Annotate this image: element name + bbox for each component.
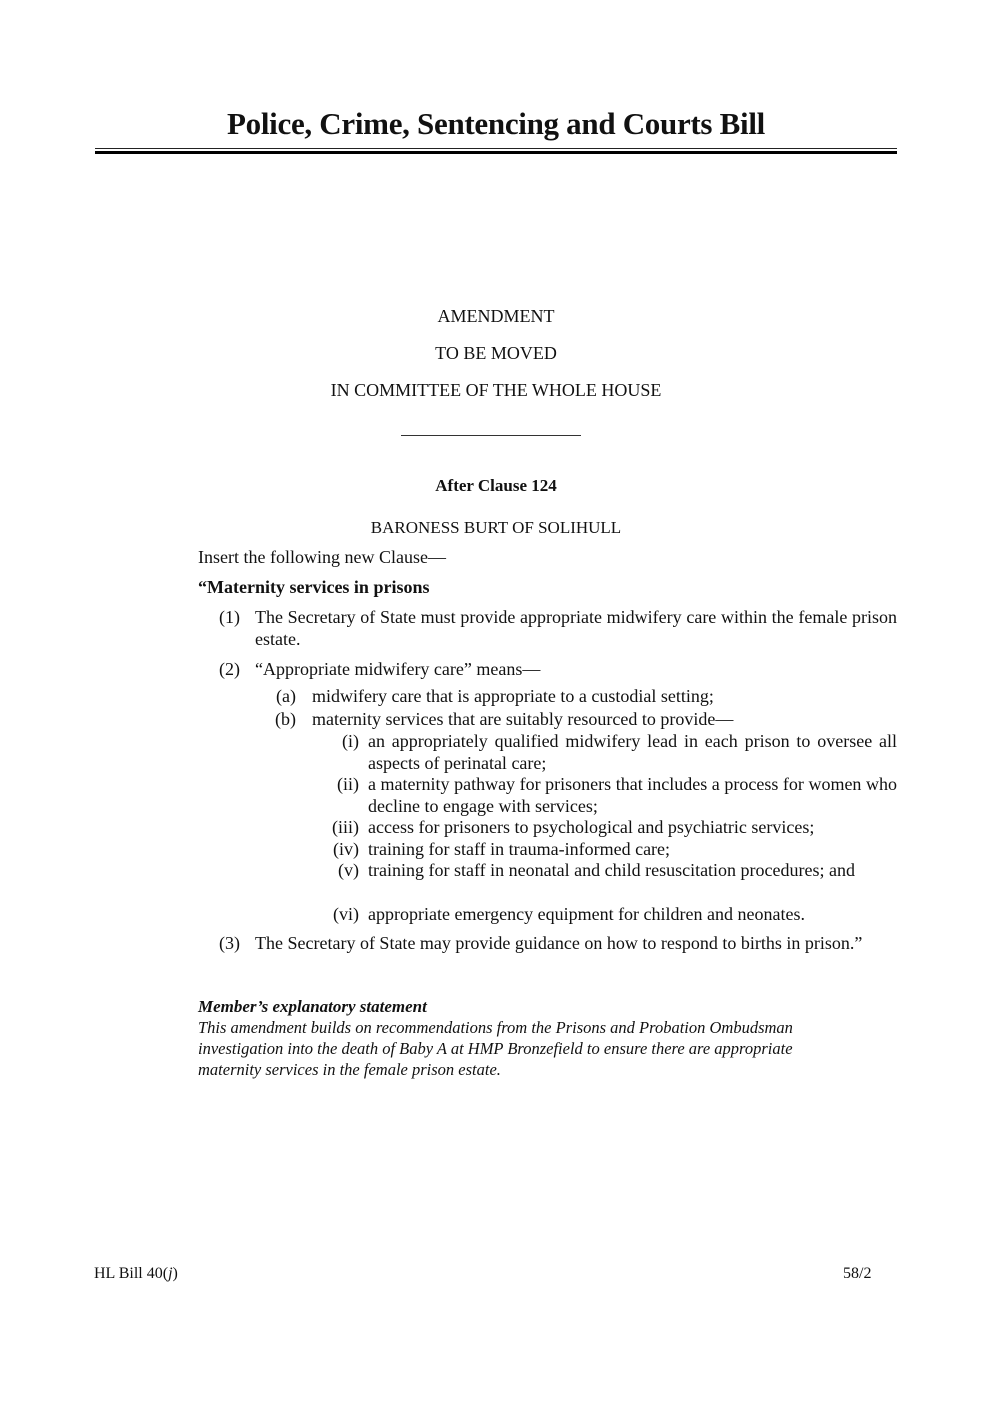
clause-reference: After Clause 124 [435,476,557,495]
subsection-text: The Secretary of State may provide guidance on how to respond to births in prison.” [255,933,863,953]
insert-instruction: Insert the following new Clause— [198,547,446,567]
explanatory-line: investigation into the death of Baby A at HMP Bronzefield to ensure there are appropriate [198,1039,793,1058]
subparagraph-text: access for prisoners to psychological and psychiatric services; [368,817,815,837]
mover-name: BARONESS BURT OF SOLIHULL [370,518,622,537]
title-rule-thin [95,148,897,149]
section-divider [401,435,581,436]
subsection-number: (2) [219,659,240,679]
subparagraph-text: an appropriately qualified midwifery lead in each prison to oversee all aspects of perinatal care; [368,731,897,773]
explanatory-line: maternity services in the female prison estate. [198,1060,501,1079]
paragraph-number: (b) [275,709,296,729]
bill-reference [94,1265,178,1283]
subparagraph-text: appropriate emergency equipment for children and neonates. [368,904,805,924]
heading-amendment: AMENDMENT [437,306,555,326]
subparagraph-number: (v) [338,860,359,880]
subparagraph-number: (ii) [337,774,359,794]
paragraph-number: (a) [276,686,296,706]
new-clause-title: “Maternity services in prisons [198,577,430,597]
bill-reference-letter: j [168,1265,173,1282]
subparagraph-number: (iii) [332,817,359,837]
subparagraph-number: (iv) [333,839,359,859]
subsection-number: (1) [219,607,240,627]
bill-reference-suffix: ) [172,1265,178,1282]
subsection-number: (3) [219,933,240,953]
paragraph-text: midwifery care that is appropriate to a custodial setting; [312,686,714,706]
title-rule-thick [95,151,897,154]
paragraph-text: maternity services that are suitably resourced to provide— [312,709,734,729]
subparagraph-text: training for staff in trauma-informed care; [368,839,671,859]
explanatory-heading: Member’s explanatory statement [198,997,427,1016]
heading-committee: IN COMMITTEE OF THE WHOLE HOUSE [330,380,662,400]
subparagraph-number: (vi) [333,904,359,924]
heading-to-be-moved: TO BE MOVED [435,343,557,363]
bill-reference-prefix: HL Bill 40( [94,1265,169,1282]
subsection-text: “Appropriate midwifery care” means— [255,659,541,679]
subparagraph-text: training for staff in neonatal and child resuscitation procedures; and [368,860,856,880]
subsection-text: The Secretary of State must provide appropriate midwifery care within the female prison estate. [255,607,897,649]
page-reference: 58/2 [843,1265,872,1282]
subparagraph-number: (i) [342,731,359,751]
subparagraph-text: a maternity pathway for prisoners that includes a process for women who decline to engage with services; [368,774,897,816]
bill-title: Police, Crime, Sentencing and Courts Bill [227,106,765,141]
explanatory-line: This amendment builds on recommendations from the Prisons and Probation Ombudsman [198,1018,793,1037]
